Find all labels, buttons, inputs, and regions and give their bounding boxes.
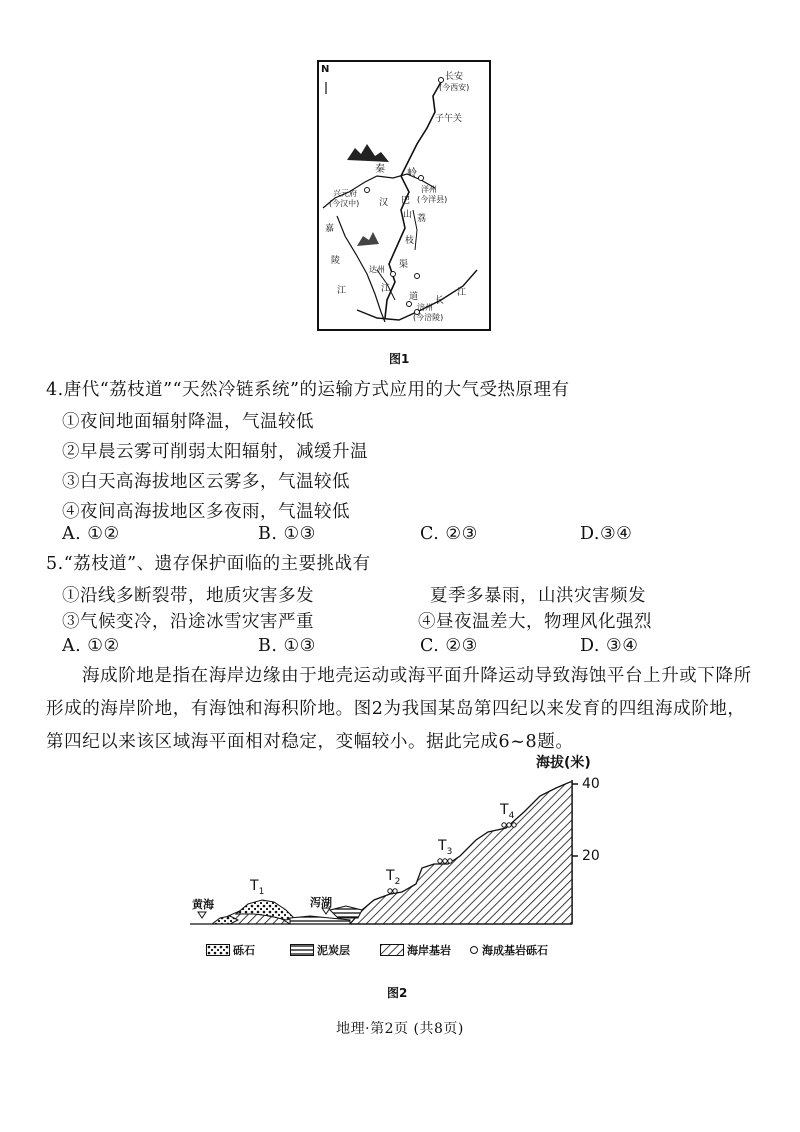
terrace-t4: $T_4$: [500, 802, 515, 821]
map-label-jiang2: 江: [457, 288, 467, 298]
terrace-t3: $T_3$: [438, 838, 453, 857]
q4-stem: 4.唐代“荔枝道”“天然冷链系统”的运输方式应用的大气受热原理有: [46, 380, 570, 400]
legend-peat: [290, 942, 350, 958]
map-label-jialing-2: 陵: [331, 256, 341, 266]
legend-marine-gravel-label: 海成基岩砾石: [482, 944, 548, 957]
map-label-ling: 岭: [407, 168, 417, 179]
figure1-map: [317, 60, 491, 331]
map-label-qu: 渠: [399, 260, 409, 270]
map-label-yangzhou-now: (今洋县): [417, 195, 448, 204]
peat-swatch: [290, 944, 314, 956]
map-label-jialing-1: 嘉: [325, 224, 335, 234]
tick-label-20: 20: [582, 848, 600, 864]
map-label-zhi: 枝: [405, 236, 415, 246]
q4-statement-1: ①夜间地面辐射降温，气温较低: [62, 412, 314, 432]
legend-bedrock-label: 海岸基岩: [407, 944, 451, 957]
q4-option-b[interactable]: B. ①③: [258, 524, 316, 544]
figure2-profile: [190, 755, 620, 930]
tick-label-40: 40: [582, 776, 600, 792]
map-label-chang: 长: [435, 296, 445, 306]
q4-statement-2: ②早晨云雾可削弱太阳辐射，减缓升温: [62, 442, 368, 462]
map-label-fuzhou: 涪州: [417, 303, 433, 312]
map-label-changan-now: (今西安): [439, 83, 470, 92]
dazhou-dot: [391, 272, 396, 277]
map-label-fuzhou-now: (今涪陵): [413, 313, 444, 322]
page-footer: 地理·第2页 (共8页): [336, 1021, 464, 1037]
terrace-t1: $T_1$: [250, 878, 265, 897]
bedrock-mass: [350, 782, 572, 924]
q5-statement-3: ③气候变冷，沿途冰雪灾害严重: [62, 612, 314, 632]
bedrock-swatch: [380, 944, 404, 956]
q5-option-c[interactable]: C. ②③: [420, 636, 478, 656]
q5-statement-2: 夏季多暴雨，山洪灾害频发: [430, 586, 646, 606]
legend-marine-gravel: [470, 942, 548, 958]
q4-option-d[interactable]: D.③④: [580, 524, 633, 544]
map-label-yangzhou: 洋州: [421, 185, 437, 194]
map-label-han: 汉: [379, 198, 389, 208]
legend-bedrock: [380, 942, 451, 958]
q5-option-b[interactable]: B. ①③: [258, 636, 316, 656]
terrace-t2: $T_2$: [386, 868, 401, 887]
map-label-dazhou: 达州: [369, 265, 385, 274]
q5-stem: 5.“荔枝道”、遗存保护面临的主要挑战有: [46, 554, 371, 574]
sea-level-marker: [198, 912, 206, 918]
figure1-caption: 图1: [389, 352, 410, 366]
q4-option-c[interactable]: C. ②③: [420, 524, 478, 544]
figure2-caption: 图2: [387, 986, 408, 1000]
q5-option-d[interactable]: D. ③④: [580, 636, 639, 656]
north-label: N: [321, 64, 330, 75]
map-label-qin: 秦: [375, 164, 385, 175]
passage-line-1: 海成阶地是指在海岸边缘由于地壳运动或海平面升降运动导致海蚀平台上升或下降所: [82, 666, 752, 686]
map-label-li: 荔: [417, 214, 427, 224]
passage-line-2: 形成的海岸阶地，有海蚀和海积阶地。图2为我国某岛第四纪以来发育的四组海成阶地，: [46, 699, 746, 719]
map-label-ziwuguan: 子午关: [435, 114, 463, 124]
map-label-ba: 巴: [401, 196, 411, 206]
q4-statement-3: ③白天高海拔地区云雾多，气温较低: [62, 472, 350, 492]
axis-title: 海拔(米): [536, 755, 591, 771]
marine-gravel-icon: [470, 946, 478, 954]
map-label-jiang: 江: [381, 284, 391, 294]
q4-option-a[interactable]: A. ①②: [62, 524, 120, 544]
route-dot-1: [415, 274, 420, 279]
q4-statement-4: ④夜间高海拔地区多夜雨，气温较低: [62, 502, 350, 522]
yangzhou-dot: [419, 176, 424, 181]
q5-statement-1: ①沿线多断裂带，地质灾害多发: [62, 586, 314, 606]
legend-gravel-label: 砾石: [233, 944, 255, 957]
profile-svg: [190, 760, 620, 930]
map-label-xingyuanfu-now: (今汉中): [329, 199, 360, 208]
map-label-dao: 道: [409, 292, 419, 302]
passage: [46, 660, 766, 759]
passage-line-3: 第四纪以来该区域海平面相对稳定，变幅较小。据此完成6~8题。: [46, 732, 574, 752]
peat-layer-2: [330, 906, 362, 918]
gravel-swatch: [206, 944, 230, 956]
legend-gravel: [206, 942, 255, 958]
legend-peat-label: 泥炭层: [317, 944, 350, 957]
map-label-jialing-3: 江: [337, 286, 347, 296]
xingyuanfu-dot: [365, 188, 370, 193]
map-label-changan: 长安: [445, 72, 464, 82]
q5-option-a[interactable]: A. ①②: [62, 636, 120, 656]
lagoon-label: 泻湖: [310, 896, 332, 909]
map-label-xingyuanfu: 兴元府: [333, 189, 357, 198]
map-label-shan: 山: [403, 210, 413, 220]
sea-label: 黄海: [192, 898, 214, 911]
q5-statement-4: ④昼夜温差大，物理风化强烈: [418, 612, 652, 632]
